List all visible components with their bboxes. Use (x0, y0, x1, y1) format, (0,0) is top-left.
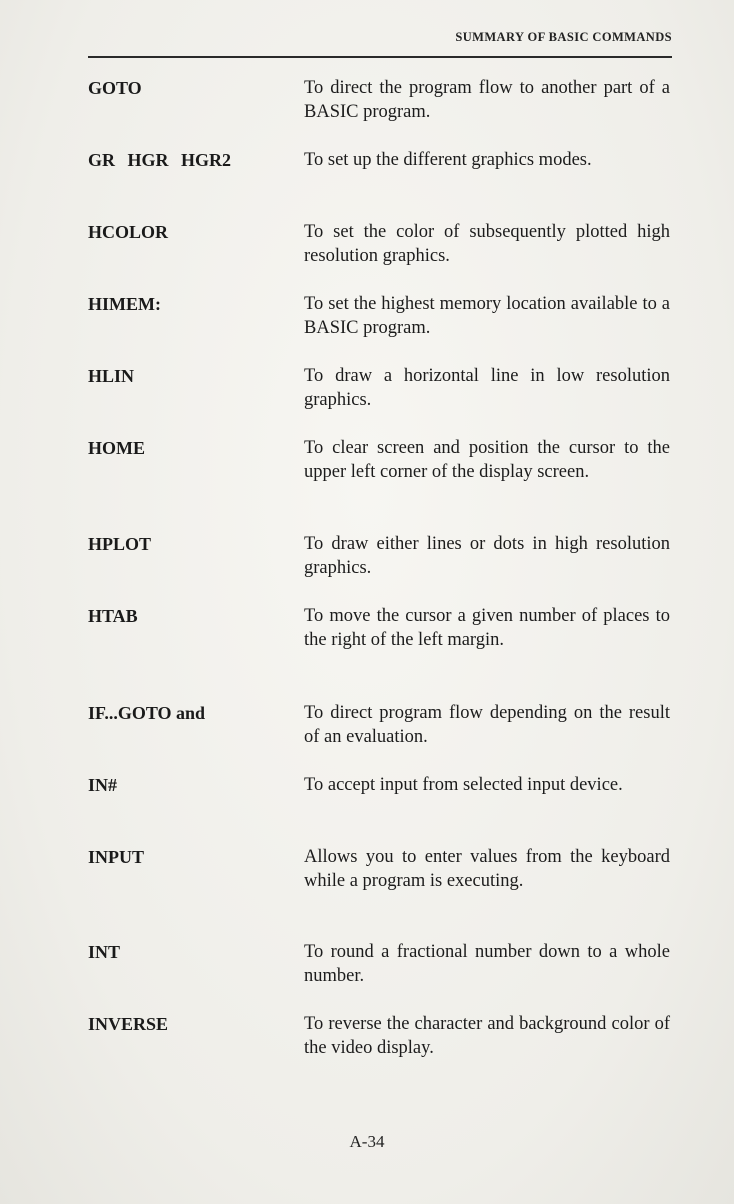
command-name: INT (88, 942, 121, 962)
command-name: INPUT (88, 847, 145, 867)
command-name: INVERSE (88, 1014, 169, 1034)
command-name: IF...GOTO and (88, 703, 206, 723)
command-name: HOME (88, 438, 145, 458)
command-description: To reverse the character and background color of the video display. (304, 1014, 670, 1058)
command-name: HLIN (88, 366, 135, 386)
command-description: To accept input from selected input device. (304, 775, 623, 795)
command-description: To move the cursor a given number of places to the right of the left margin. (304, 606, 670, 650)
command-description: To set up the different graphics modes. (304, 150, 592, 170)
command-description: To set the color of subsequently plotted high resolution graphics. (304, 222, 670, 266)
command-description: To clear screen and position the cursor to the upper left corner of the display screen. (304, 438, 670, 482)
page-number: A-34 (349, 1132, 385, 1151)
command-description: To draw a horizontal line in low resolution graphics. (304, 366, 670, 410)
command-description: To set the highest memory location available to a BASIC program. (304, 294, 670, 338)
command-name: HTAB (88, 606, 138, 626)
command-description: To round a fractional number down to a whole number. (304, 942, 670, 986)
command-name: IN# (88, 775, 118, 795)
command-name: HIMEM: (88, 294, 161, 314)
command-description: To draw either lines or dots in high resolution graphics. (304, 534, 670, 578)
command-description: To direct the program flow to another part of a BASIC program. (304, 78, 670, 122)
command-name: GR HGR HGR2 (88, 150, 232, 170)
command-description: Allows you to enter values from the keyboard while a program is executing. (304, 847, 670, 891)
command-name: GOTO (88, 78, 142, 98)
header-rule (88, 56, 672, 58)
running-header: SUMMARY OF BASIC COMMANDS (455, 30, 672, 44)
command-description: To direct program flow depending on the result of an evaluation. (304, 703, 670, 747)
command-name: HCOLOR (88, 222, 169, 242)
command-name: HPLOT (88, 534, 152, 554)
